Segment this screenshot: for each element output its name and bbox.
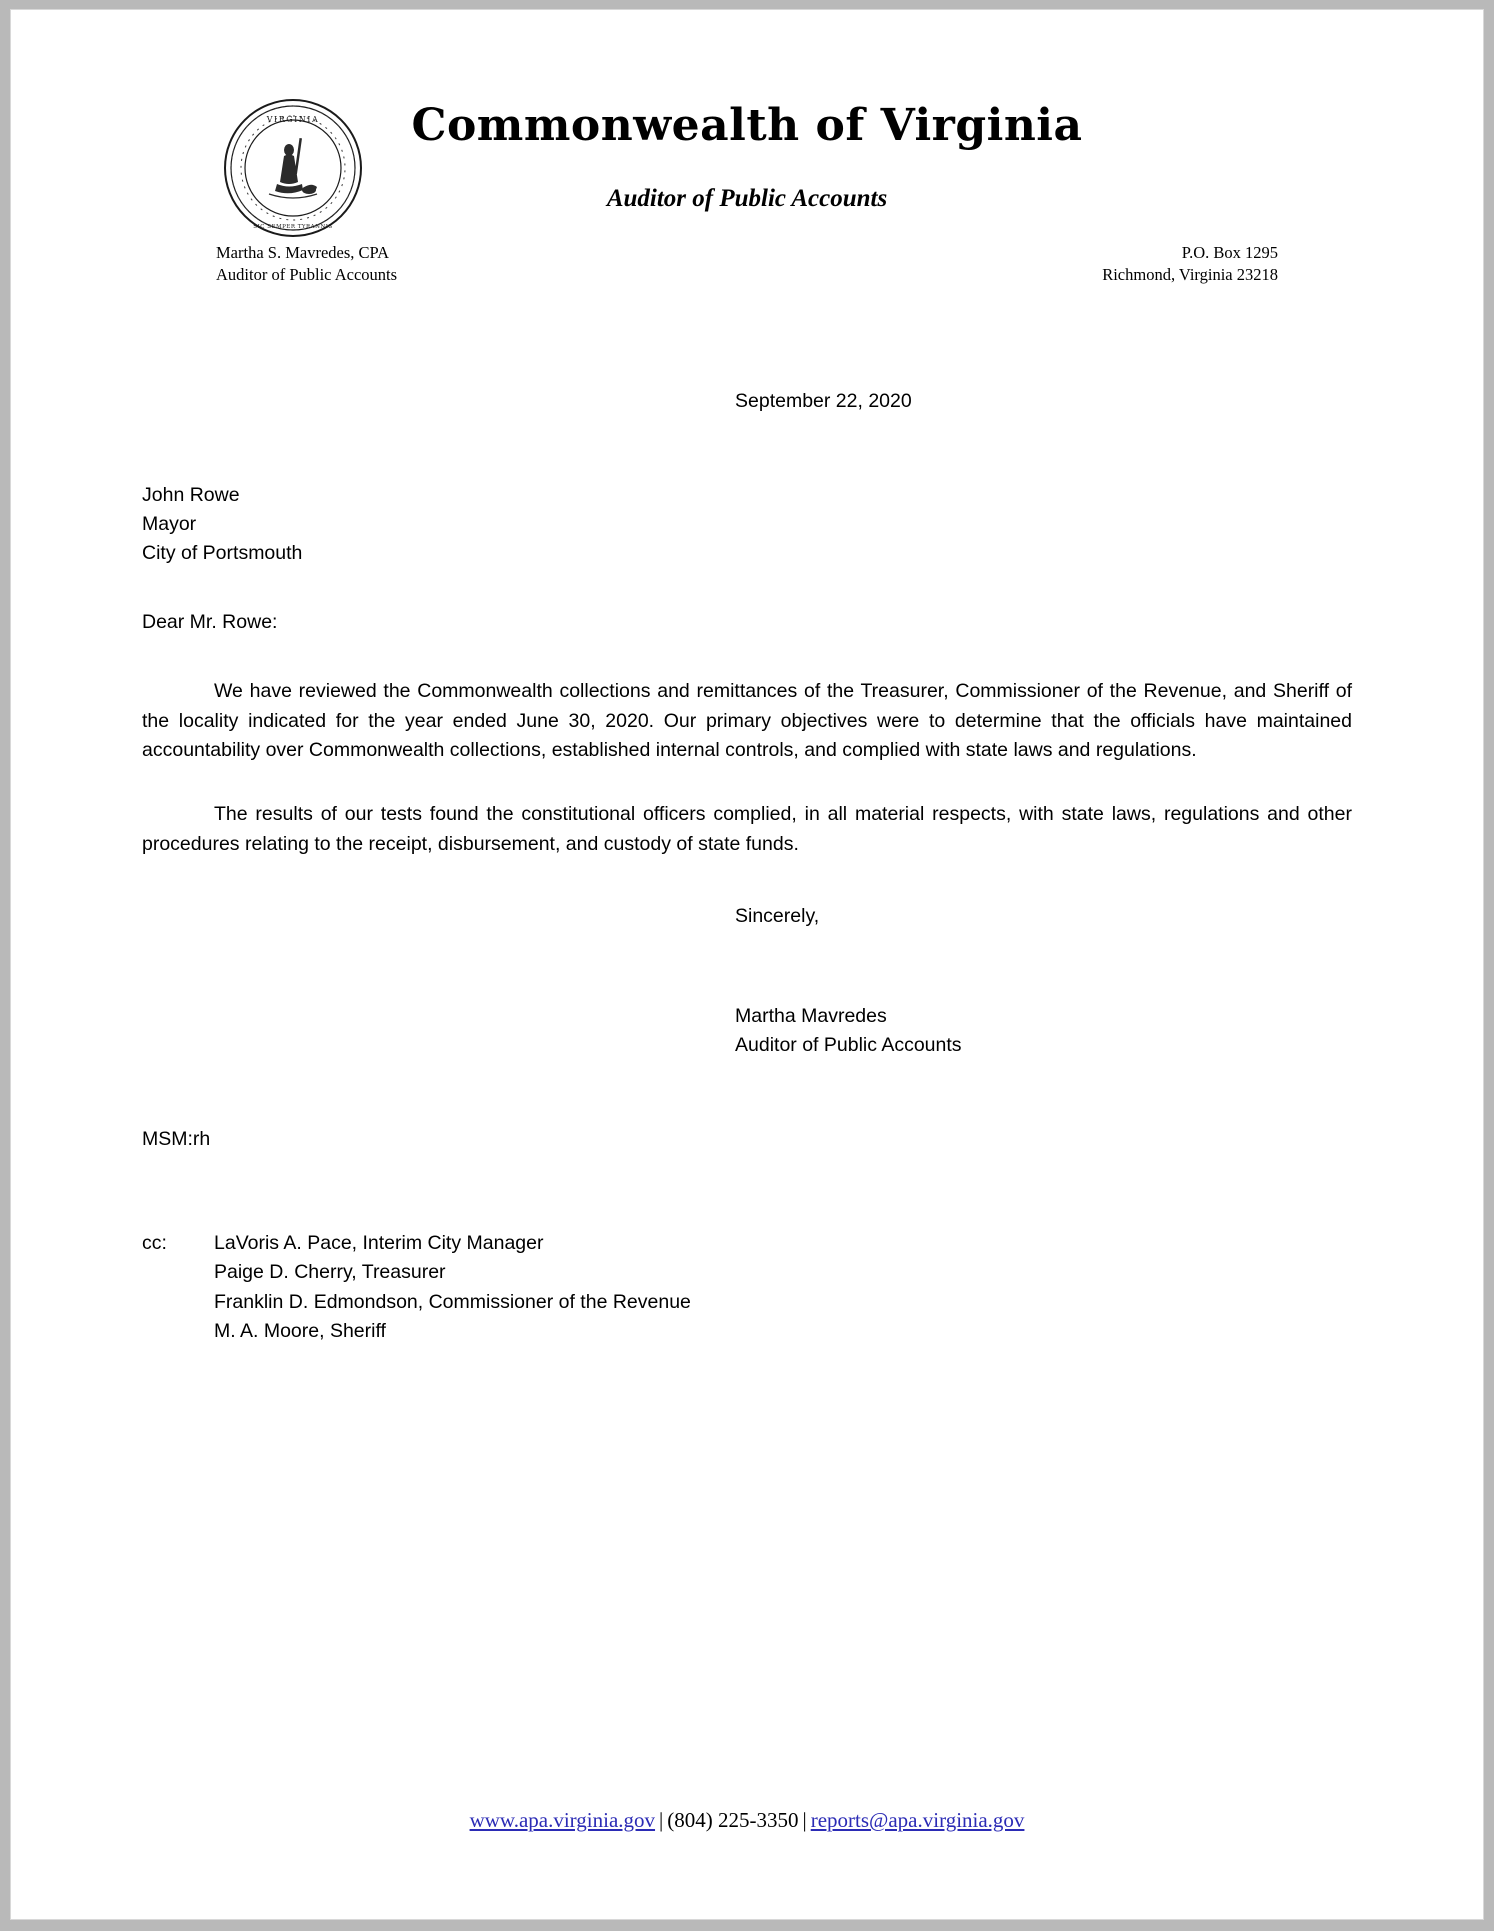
closing: Sincerely, (735, 905, 820, 928)
letterhead-auditor-info (216, 242, 397, 287)
cc-recipients (214, 1229, 1352, 1345)
recipient-address-block (142, 481, 1352, 568)
auditor-name: Martha S. Mavredes, CPA (216, 243, 390, 262)
email-link[interactable]: reports@apa.virginia.gov (810, 1808, 1025, 1832)
footer-separator: | (802, 1808, 807, 1832)
auditor-title: Auditor of Public Accounts (216, 265, 398, 285)
address-po-box: P.O. Box 1295 (1181, 243, 1278, 262)
letter-date: September 22, 2020 (735, 390, 912, 412)
paragraph-1: We have reviewed the Commonwealth collections and remittances of the Treasurer, Commissioner of the Revenue, and Sheriff of the locality indicated for the year ended June 30, 2020. Our primary objectives were to determine that the officials have maintained accountability over Commonwealth collections, established internal controls, and complied with state laws and regulations. (142, 680, 1352, 762)
typist-initials: MSM:rh (142, 1128, 211, 1151)
letterhead-address-info (1102, 242, 1278, 287)
letterhead-title: Commonwealth of Virginia (411, 100, 1083, 151)
phone-number: (804) 225-3350 (667, 1808, 799, 1832)
letterhead (11, 10, 1483, 285)
letterhead-subtitle: Auditor of Public Accounts (606, 185, 888, 212)
cc-recipient: Franklin D. Edmondson, Commissioner of the Revenue (214, 1290, 691, 1313)
cc-recipient: LaVoris A. Pace, Interim City Manager (214, 1232, 544, 1255)
recipient-organization: City of Portsmouth (142, 542, 303, 565)
signer-title: Auditor of Public Accounts (735, 1034, 962, 1057)
signature-block (142, 1002, 1352, 1060)
svg-text:VIRGINIA: VIRGINIA (266, 115, 320, 124)
cc-label: cc: (142, 1232, 167, 1255)
page-footer (11, 1808, 1483, 1833)
signer-name: Martha Mavredes (735, 1005, 887, 1028)
website-link[interactable]: www.apa.virginia.gov (469, 1808, 656, 1832)
footer-separator: | (659, 1808, 664, 1832)
document-page (11, 10, 1483, 1919)
address-city-state-zip: Richmond, Virginia 23218 (1102, 265, 1278, 285)
letter-body (142, 390, 1352, 1346)
cc-block (142, 1229, 1352, 1345)
recipient-name: John Rowe (142, 484, 240, 506)
recipient-title: Mayor (142, 513, 197, 536)
cc-recipient: M. A. Moore, Sheriff (214, 1319, 386, 1342)
cc-recipient: Paige D. Cherry, Treasurer (214, 1261, 446, 1284)
salutation: Dear Mr. Rowe: (142, 611, 278, 634)
svg-text:SIC SEMPER TYRANNIS: SIC SEMPER TYRANNIS (253, 224, 333, 230)
paragraph-2: The results of our tests found the constitutional officers complied, in all material respects, with state laws, regulations and other procedures relating to the receipt, disbursement, and custody of state funds. (142, 803, 1352, 855)
